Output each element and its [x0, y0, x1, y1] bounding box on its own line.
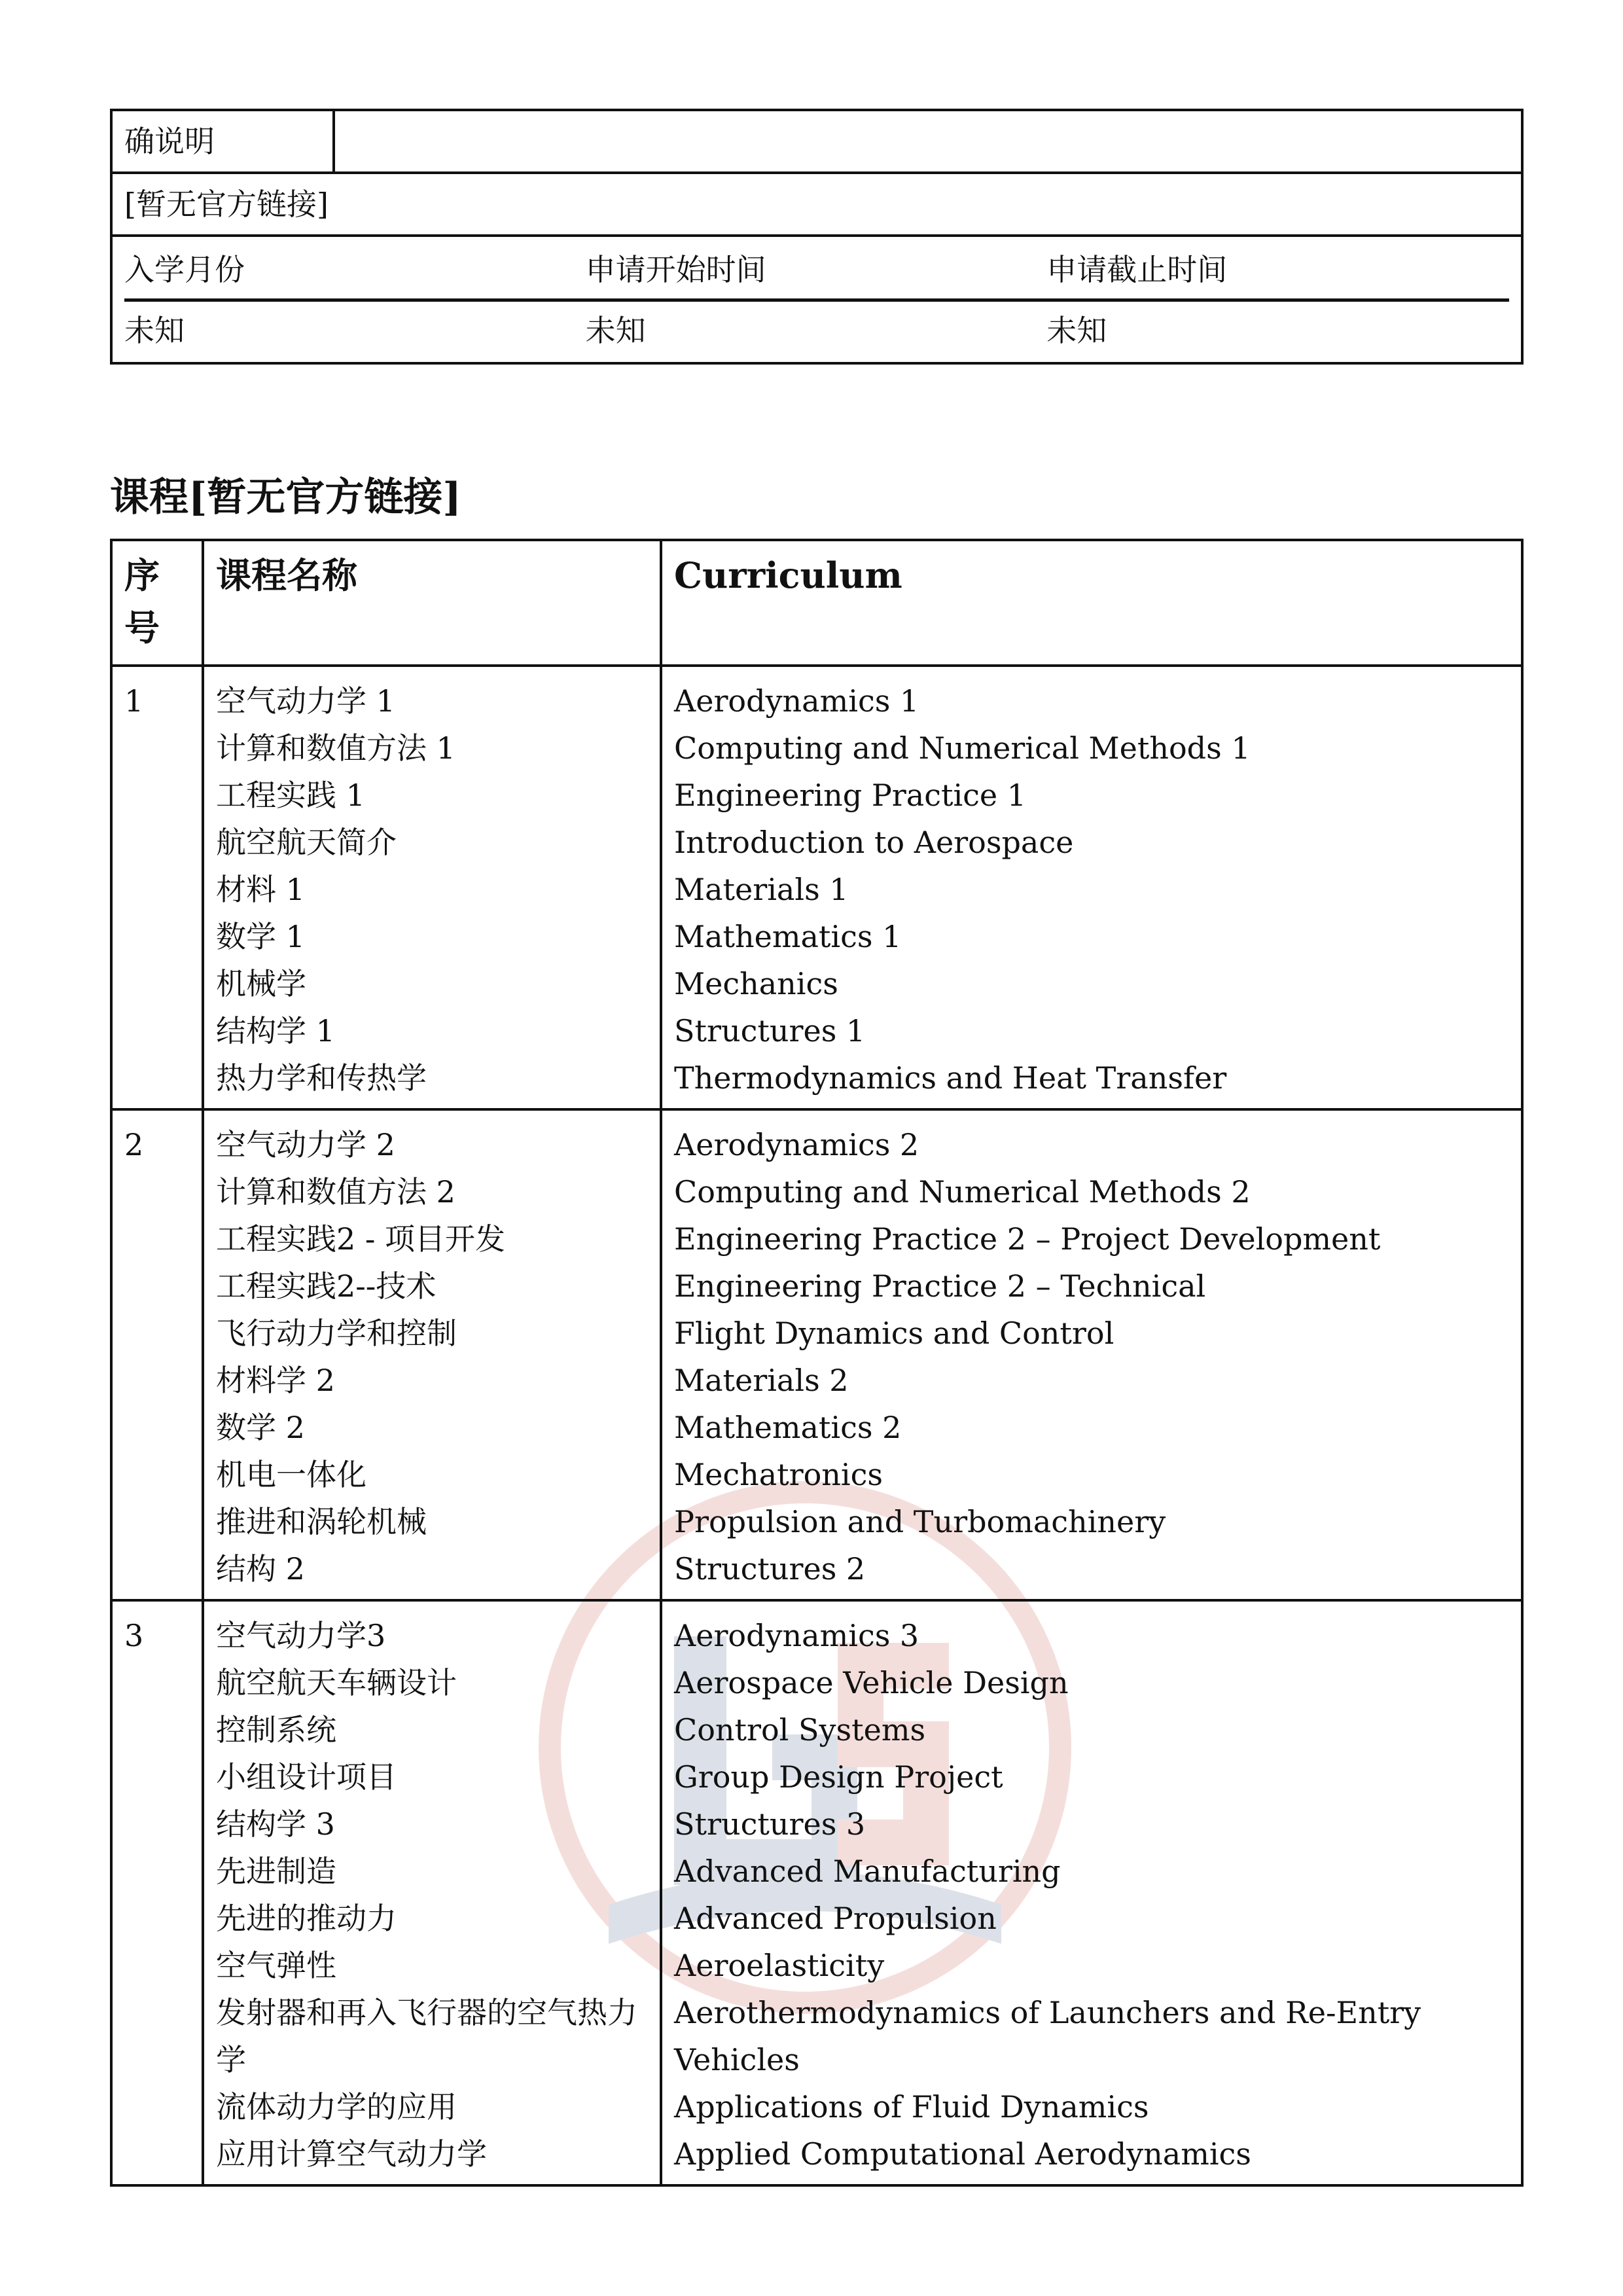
course-name-cn: 结构学 3	[216, 1806, 335, 1842]
course-name-en: Introduction to Aerospace	[674, 825, 1074, 860]
year-number: 3	[111, 1600, 203, 2185]
course-name-cn: 空气动力学3	[216, 1618, 386, 1653]
application-deadline-header: 申请截止时间	[1046, 241, 1509, 300]
course-names-en	[661, 1109, 1522, 1600]
course-name-en: Aerothermodynamics of Launchers and Re-Entry Vehicles	[674, 1995, 1421, 2077]
course-name-cn: 空气动力学 1	[216, 683, 395, 719]
course-name-cn: 飞行动力学和控制	[216, 1316, 457, 1351]
course-name-en: Engineering Practice 2 – Project Development	[674, 1221, 1381, 1257]
dates-value-row	[124, 300, 1509, 360]
course-name-en: Mechatronics	[674, 1457, 883, 1492]
course-name-en: Mathematics 2	[674, 1410, 902, 1445]
info-row-link	[111, 173, 1522, 236]
header-no: 序号	[111, 540, 203, 666]
course-names-cn	[203, 666, 661, 1109]
course-name-cn: 计算和数值方法 1	[216, 730, 455, 766]
info-value	[334, 110, 1522, 173]
header-curriculum: Curriculum	[661, 540, 1522, 666]
dates-table	[124, 241, 1509, 359]
course-name-en: Flight Dynamics and Control	[674, 1316, 1115, 1351]
course-name-en: Engineering Practice 1	[674, 778, 1027, 813]
curriculum-table	[110, 539, 1524, 2187]
intake-month-value: 未知	[124, 313, 185, 348]
section-title: 课程[暂无官方链接]	[110, 475, 461, 520]
course-name-en: Group Design Project	[674, 1759, 1003, 1795]
application-start-value: 未知	[585, 313, 646, 348]
course-names-cn	[203, 1600, 661, 2185]
info-row-note	[111, 110, 1522, 173]
dates-cell	[111, 236, 1522, 363]
course-name-en: Engineering Practice 2 – Technical	[674, 1268, 1206, 1304]
course-name-cn: 航空航天简介	[216, 825, 397, 860]
course-name-en: Aerodynamics 3	[674, 1618, 919, 1653]
dates-header-row	[124, 241, 1509, 300]
course-name-en: Applied Computational Aerodynamics	[674, 2136, 1251, 2172]
course-name-cn: 结构学 1	[216, 1013, 335, 1049]
year-number: 1	[111, 666, 203, 1109]
course-name-cn: 航空航天车辆设计	[216, 1665, 457, 1700]
course-name-en: Structures 1	[674, 1013, 866, 1049]
info-table	[110, 109, 1524, 365]
course-name-cn: 发射器和再入飞行器的空气热力学	[216, 1995, 637, 2077]
course-name-cn: 先进制造	[216, 1854, 336, 1889]
course-name-en: Advanced Propulsion	[674, 1901, 997, 1936]
course-name-cn: 计算和数值方法 2	[216, 1174, 455, 1210]
course-names-cn	[203, 1109, 661, 1600]
course-name-en: Control Systems	[674, 1712, 926, 1748]
course-name-cn: 数学 2	[216, 1410, 305, 1445]
course-name-cn: 流体动力学的应用	[216, 2089, 457, 2125]
course-name-en: Materials 2	[674, 1363, 849, 1398]
course-name-cn: 材料 1	[216, 872, 305, 907]
course-name-en: Materials 1	[674, 872, 849, 907]
course-name-en: Mathematics 1	[674, 919, 902, 954]
course-name-en: Structures 2	[674, 1551, 866, 1587]
year-number: 2	[111, 1109, 203, 1600]
course-name-cn: 应用计算空气动力学	[216, 2136, 487, 2172]
course-name-en: Aerodynamics 1	[674, 683, 919, 719]
course-names-en	[661, 1600, 1522, 2185]
intake-month-header: 入学月份	[124, 241, 586, 300]
course-name-en: Computing and Numerical Methods 2	[674, 1174, 1251, 1210]
course-name-cn: 工程实践2 - 项目开发	[216, 1221, 506, 1257]
course-name-en: Computing and Numerical Methods 1	[674, 730, 1251, 766]
course-name-en: Mechanics	[674, 966, 838, 1001]
curriculum-body	[111, 666, 1522, 2185]
course-name-cn: 结构 2	[216, 1551, 305, 1587]
course-name-cn: 工程实践 1	[216, 778, 365, 813]
info-label: 确说明	[111, 110, 334, 173]
course-names-en	[661, 666, 1522, 1109]
info-row-dates	[111, 236, 1522, 363]
course-name-cn: 机械学	[216, 966, 306, 1001]
curriculum-year-row	[111, 1109, 1522, 1600]
curriculum-year-row	[111, 666, 1522, 1109]
course-name-cn: 工程实践2--技术	[216, 1268, 437, 1304]
course-name-cn: 机电一体化	[216, 1457, 366, 1492]
course-name-cn: 热力学和传热学	[216, 1060, 427, 1096]
application-start-header: 申请开始时间	[586, 241, 1047, 300]
curriculum-year-row	[111, 1600, 1522, 2185]
course-name-cn: 数学 1	[216, 919, 305, 954]
course-name-cn: 空气动力学 2	[216, 1127, 395, 1162]
course-name-en: Propulsion and Turbomachinery	[674, 1504, 1166, 1539]
course-name-en: Aerospace Vehicle Design	[674, 1665, 1069, 1700]
document-page	[110, 109, 1524, 2187]
course-name-cn: 先进的推动力	[216, 1901, 397, 1936]
course-name-en: Thermodynamics and Heat Transfer	[674, 1060, 1227, 1096]
course-name-cn: 控制系统	[216, 1712, 336, 1748]
curriculum-header-row	[111, 540, 1522, 666]
course-name-en: Applications of Fluid Dynamics	[674, 2089, 1149, 2125]
course-name-en: Advanced Manufacturing	[674, 1854, 1061, 1889]
course-name-cn: 推进和涡轮机械	[216, 1504, 427, 1539]
link-note: [暂无官方链接]	[111, 173, 1522, 236]
course-name-cn: 小组设计项目	[216, 1759, 397, 1795]
course-name-en: Structures 3	[674, 1806, 866, 1842]
course-name-en: Aerodynamics 2	[674, 1127, 919, 1162]
header-course-name: 课程名称	[203, 540, 661, 666]
course-name-cn: 材料学 2	[216, 1363, 335, 1398]
application-deadline-value: 未知	[1046, 313, 1107, 348]
course-name-en: Aeroelasticity	[674, 1948, 885, 1983]
course-name-cn: 空气弹性	[216, 1948, 336, 1983]
